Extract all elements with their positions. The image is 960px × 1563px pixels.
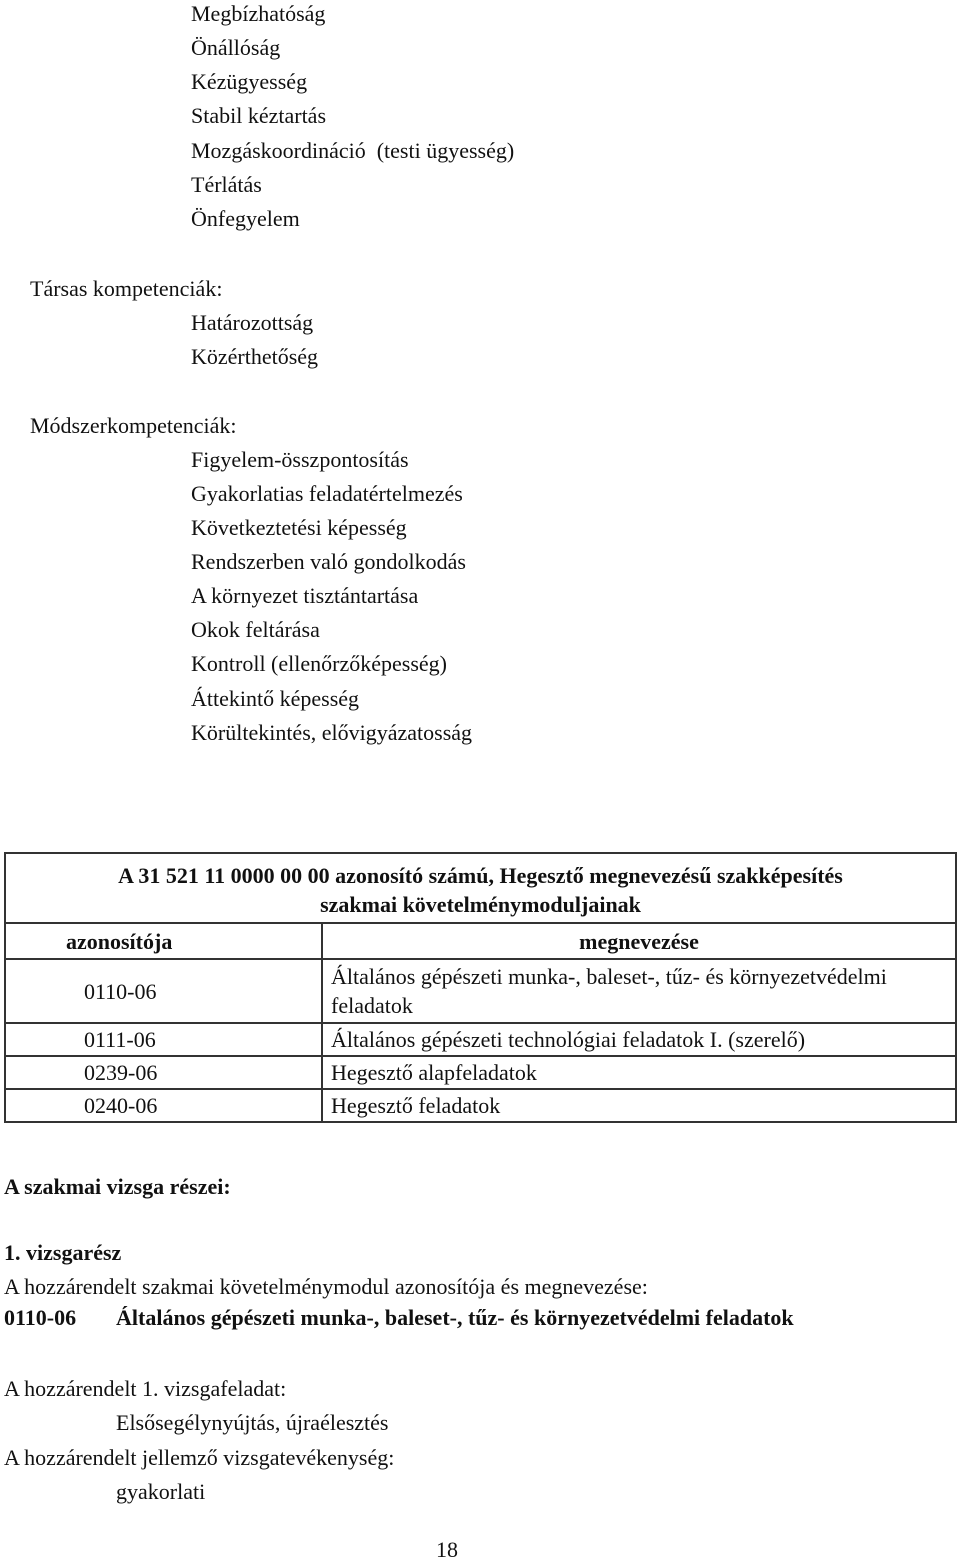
list-item: Közérthetőség <box>191 344 319 369</box>
list-item: Okok feltárása <box>191 617 320 642</box>
activity-label: A hozzárendelt jellemző vizsgatevékenység: <box>4 1445 395 1470</box>
list-item: Körültekintés, elővigyázatosság <box>191 720 473 745</box>
module-id-cell: 0111-06 <box>5 1023 322 1056</box>
table-title-line2: szakmai követelménymoduljainak <box>320 892 641 917</box>
list-item: Megbízhatóság <box>191 1 326 26</box>
module-name-cell <box>322 959 956 1023</box>
table-row <box>5 959 956 1023</box>
module-name-cell: Hegesztő alapfeladatok <box>322 1056 956 1089</box>
table-row <box>5 1023 956 1056</box>
section-heading-social: Társas kompetenciák: <box>30 276 223 301</box>
list-item: Kézügyesség <box>191 69 308 94</box>
column-header-id: azonosítója <box>5 923 322 959</box>
module-name-line2: feladatok <box>331 993 413 1018</box>
exam-part-label: 1. vizsgarész <box>4 1240 122 1265</box>
module-id-cell: 0239-06 <box>5 1056 322 1089</box>
activity-value: gyakorlati <box>116 1479 206 1504</box>
module-id-cell: 0110-06 <box>5 959 322 1023</box>
page-number: 18 <box>436 1537 458 1562</box>
module-name-cell: Általános gépészeti technológiai feladatok I. (szerelő) <box>322 1023 956 1056</box>
list-item: Következtetési képesség <box>191 515 407 540</box>
module-name-cell: Hegesztő feladatok <box>322 1089 956 1122</box>
list-item: Mozgáskoordináció (testi ügyesség) <box>191 138 515 163</box>
module-name-line1: Általános gépészeti munka-, baleset-, tűz- és környezetvédelmi <box>331 964 887 989</box>
list-item: Önfegyelem <box>191 206 300 231</box>
module-name: Általános gépészeti munka-, baleset-, tűz- és környezetvédelmi feladatok <box>116 1305 794 1330</box>
module-id: 0110-06 <box>4 1305 77 1330</box>
list-item: Stabil kéztartás <box>191 103 327 128</box>
table-title <box>5 853 956 923</box>
task-label: A hozzárendelt 1. vizsgafeladat: <box>4 1376 287 1401</box>
table-row <box>5 1056 956 1089</box>
list-item: Kontroll (ellenőrzőképesség) <box>191 651 447 676</box>
list-item: Határozottság <box>191 310 314 335</box>
list-item: Gyakorlatias feladatértelmezés <box>191 481 463 506</box>
list-item: Térlátás <box>191 172 262 197</box>
table-row <box>5 1089 956 1122</box>
module-intro-text: A hozzárendelt szakmai követelménymodul azonosítója és megnevezése: <box>4 1274 648 1299</box>
list-item: Rendszerben való gondolkodás <box>191 549 466 574</box>
section-heading-method: Módszerkompetenciák: <box>30 413 237 438</box>
task-value: Elsősegélynyújtás, újraélesztés <box>116 1410 389 1435</box>
module-id-cell: 0240-06 <box>5 1089 322 1122</box>
list-item: Áttekintő képesség <box>191 686 360 711</box>
list-item: Önállóság <box>191 35 281 60</box>
module-table <box>4 852 957 1123</box>
exam-heading: A szakmai vizsga részei: <box>4 1174 231 1199</box>
column-header-name: megnevezése <box>322 923 956 959</box>
table-title-line1: A 31 521 11 0000 00 00 azonosító számú, Hegesztő megnevezésű szakképesítés <box>118 863 843 888</box>
list-item: A környezet tisztántartása <box>191 583 419 608</box>
list-item: Figyelem-összpontosítás <box>191 447 409 472</box>
